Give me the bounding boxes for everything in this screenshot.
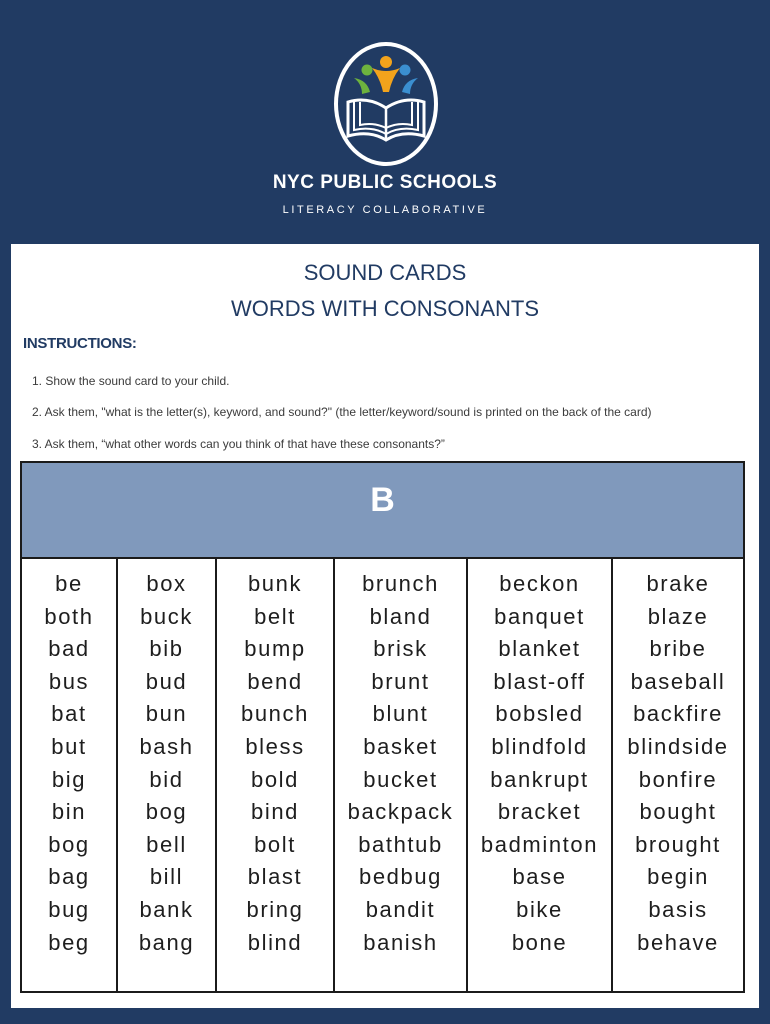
word: blast-off — [493, 668, 586, 694]
word: bug — [48, 896, 90, 922]
word: bucket — [363, 766, 438, 792]
word: brisk — [373, 636, 428, 662]
word: bracket — [497, 799, 582, 825]
brand-subtitle: LITERACY COLLABORATIVE — [282, 204, 488, 216]
word: bring — [246, 896, 304, 922]
word: beckon — [499, 571, 580, 596]
word: badminton — [480, 831, 599, 857]
word: bonfire — [638, 766, 718, 792]
word: bandit — [365, 896, 436, 922]
word-column — [468, 559, 613, 991]
word: bang — [138, 929, 195, 955]
word: bike — [516, 896, 563, 922]
word: bash — [139, 733, 194, 759]
word: bunch — [241, 701, 309, 727]
word: belt — [254, 603, 296, 629]
sound-banner — [22, 463, 743, 559]
word: bind — [251, 799, 299, 825]
instruction-step-1: 1. Show the sound card to your child. — [32, 374, 230, 388]
word: blindfold — [491, 733, 588, 759]
sound-card-table — [20, 461, 745, 993]
word: blanket — [498, 636, 581, 662]
word-column — [22, 559, 118, 991]
word: backpack — [347, 799, 454, 825]
word: bend — [247, 668, 303, 694]
page-title: SOUND CARDS — [303, 260, 467, 285]
word: basket — [363, 733, 438, 759]
word: brought — [635, 831, 721, 857]
word: bill — [149, 864, 184, 890]
word: bunk — [247, 571, 303, 596]
word: bog — [48, 831, 90, 857]
sound-card-page — [11, 244, 759, 1008]
word: bog — [145, 799, 188, 825]
instruction-step-3: 3. Ask them, “what other words can you think of that have these consonants?” — [32, 437, 445, 451]
header — [0, 0, 770, 244]
word: bat — [51, 701, 87, 727]
word: bus — [48, 668, 90, 694]
word: bland — [369, 603, 432, 629]
word: bedbug — [358, 864, 442, 890]
word: brake — [646, 571, 710, 596]
word-columns — [22, 559, 743, 991]
word: bin — [51, 799, 87, 825]
page-subtitle: WORDS WITH CONSONANTS — [231, 296, 539, 321]
word: blunt — [372, 701, 429, 727]
word: baseball — [630, 668, 726, 694]
word: bad — [48, 636, 90, 662]
word: bathtub — [358, 831, 443, 857]
word: buck — [140, 603, 193, 629]
word: big — [51, 766, 87, 792]
word: brunch — [362, 571, 439, 596]
word: beg — [48, 929, 90, 955]
word: bud — [145, 668, 188, 694]
word: box — [146, 571, 187, 596]
word: bolt — [254, 831, 296, 857]
word: brunt — [371, 668, 430, 694]
instruction-step-2: 2. Ask them, "what is the letter(s), keyword, and sound?" (the letter/keyword/sound is printed on the back of the card) — [32, 405, 652, 419]
brand-name: NYC PUBLIC SCHOOLS — [272, 172, 498, 193]
word: bank — [139, 896, 194, 922]
word: bold — [251, 766, 299, 792]
word: bell — [146, 831, 187, 857]
word: blast — [247, 864, 303, 890]
word: begin — [647, 864, 709, 890]
word: bone — [511, 929, 568, 955]
word: bib — [149, 636, 184, 662]
instructions-heading: INSTRUCTIONS: — [23, 335, 137, 352]
word-column — [118, 559, 217, 991]
word: but — [51, 733, 87, 759]
word: base — [512, 864, 567, 890]
word: bag — [48, 864, 90, 890]
word: bump — [244, 636, 306, 662]
word-column — [335, 559, 468, 991]
word: bobsled — [495, 701, 584, 727]
word: banquet — [494, 603, 585, 629]
word-column — [613, 559, 743, 991]
word: backfire — [633, 701, 723, 727]
word: bankrupt — [490, 766, 589, 792]
word: blindside — [627, 733, 729, 759]
word: behave — [637, 929, 719, 955]
word: both — [44, 603, 94, 629]
word: blaze — [647, 603, 709, 629]
word: basis — [648, 896, 708, 922]
word: bun — [145, 701, 188, 727]
sound-letter: B — [370, 481, 395, 519]
word: bribe — [649, 636, 707, 662]
word: banish — [363, 929, 438, 955]
word: bid — [149, 766, 184, 792]
word: bless — [245, 733, 305, 759]
logo-book-icon — [332, 40, 440, 168]
word: bought — [639, 799, 717, 825]
word: blind — [247, 929, 303, 955]
word-column — [217, 559, 335, 991]
word: be — [55, 571, 83, 596]
